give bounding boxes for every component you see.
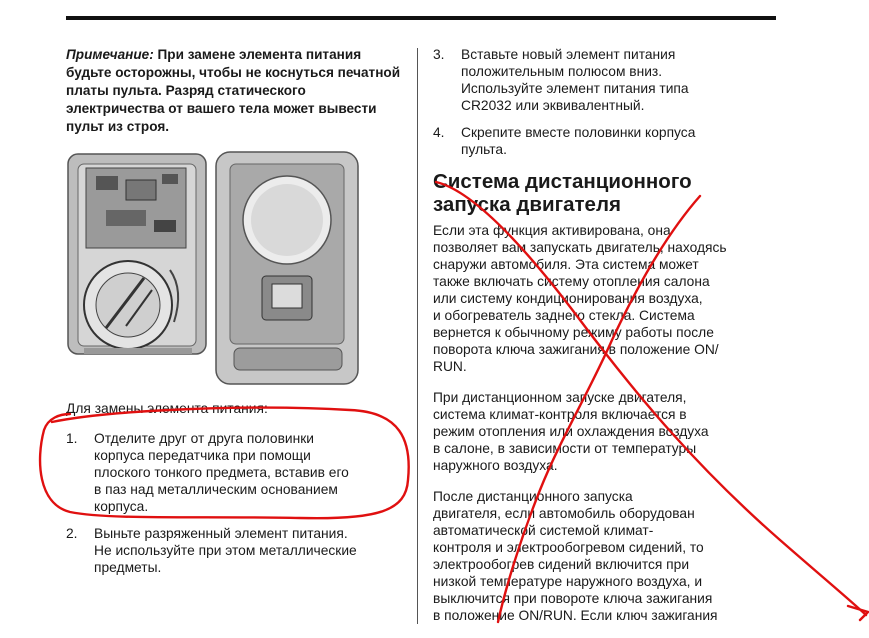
step-text: Выньте разряженный элемент питания. Не используйте при этом металлические предметы.	[94, 526, 357, 575]
right-column	[433, 46, 778, 638]
intro-text: Для замены элемента питания:	[66, 401, 268, 416]
remote-key-fob-battery-icon	[66, 150, 366, 390]
note-text: При замене элемента питания будьте осторожны, чтобы не коснуться печатной платы пульта. Разряд статического электричества от вашего тела может вывести пульт из строя.	[66, 47, 401, 134]
caution-note	[66, 46, 406, 136]
step-number: 1.	[66, 431, 78, 446]
column-divider	[417, 48, 418, 624]
step-item	[433, 46, 778, 114]
note-label: Примечание:	[66, 47, 154, 62]
steps-left	[66, 430, 396, 586]
step-item	[433, 124, 778, 158]
step-item	[66, 430, 396, 515]
step-text: Вставьте новый элемент питания положительным полюсом вниз. Используйте элемент питания типа CR2032 или эквивалентный.	[461, 47, 689, 113]
section-paragraph: Если эта функция активирована, она позволяет вам запускать двигатель, находясь снаружи автомобиля. Эта система может также включать систему отопления салона или систему кондиционирования воздуха, и обогреватель заднего стекла. Система вернется к обычному режиму работы после поворота ключа зажигания в положение ON/ RUN.	[433, 223, 727, 374]
step-text: Скрепите вместе половинки корпуса пульта.	[461, 125, 696, 157]
step-number: 3.	[433, 47, 445, 62]
step-text: Отделите друг от друга половинки корпуса передатчика при помощи плоского тонкого предмета, вставив его в паз над металлическим основанием корпуса.	[94, 431, 349, 514]
section-paragraph: После дистанционного запуска двигателя, если автомобиль оборудован автоматической системой климат- контроля и электрообогревом сидений, то электрообогрев сидений включится при низкой температуре наружного воздуха, и выключится при повороте ключа зажигания в положение ON/RUN. Если ключ зажигания	[433, 489, 718, 623]
section-paragraph: При дистанционном запуске двигателя, система климат-контроля включается в режим отопления или охлаждения воздуха в салоне, в зависимости от температуры наружного воздуха.	[433, 390, 709, 473]
step-item	[66, 525, 396, 576]
section-heading: Система дистанционного запуска двигателя	[433, 170, 692, 216]
step-number: 2.	[66, 526, 78, 541]
step-number: 4.	[433, 125, 445, 140]
top-rule	[66, 16, 776, 20]
left-column	[66, 46, 406, 136]
red-cross-arrow-tip	[848, 606, 868, 620]
